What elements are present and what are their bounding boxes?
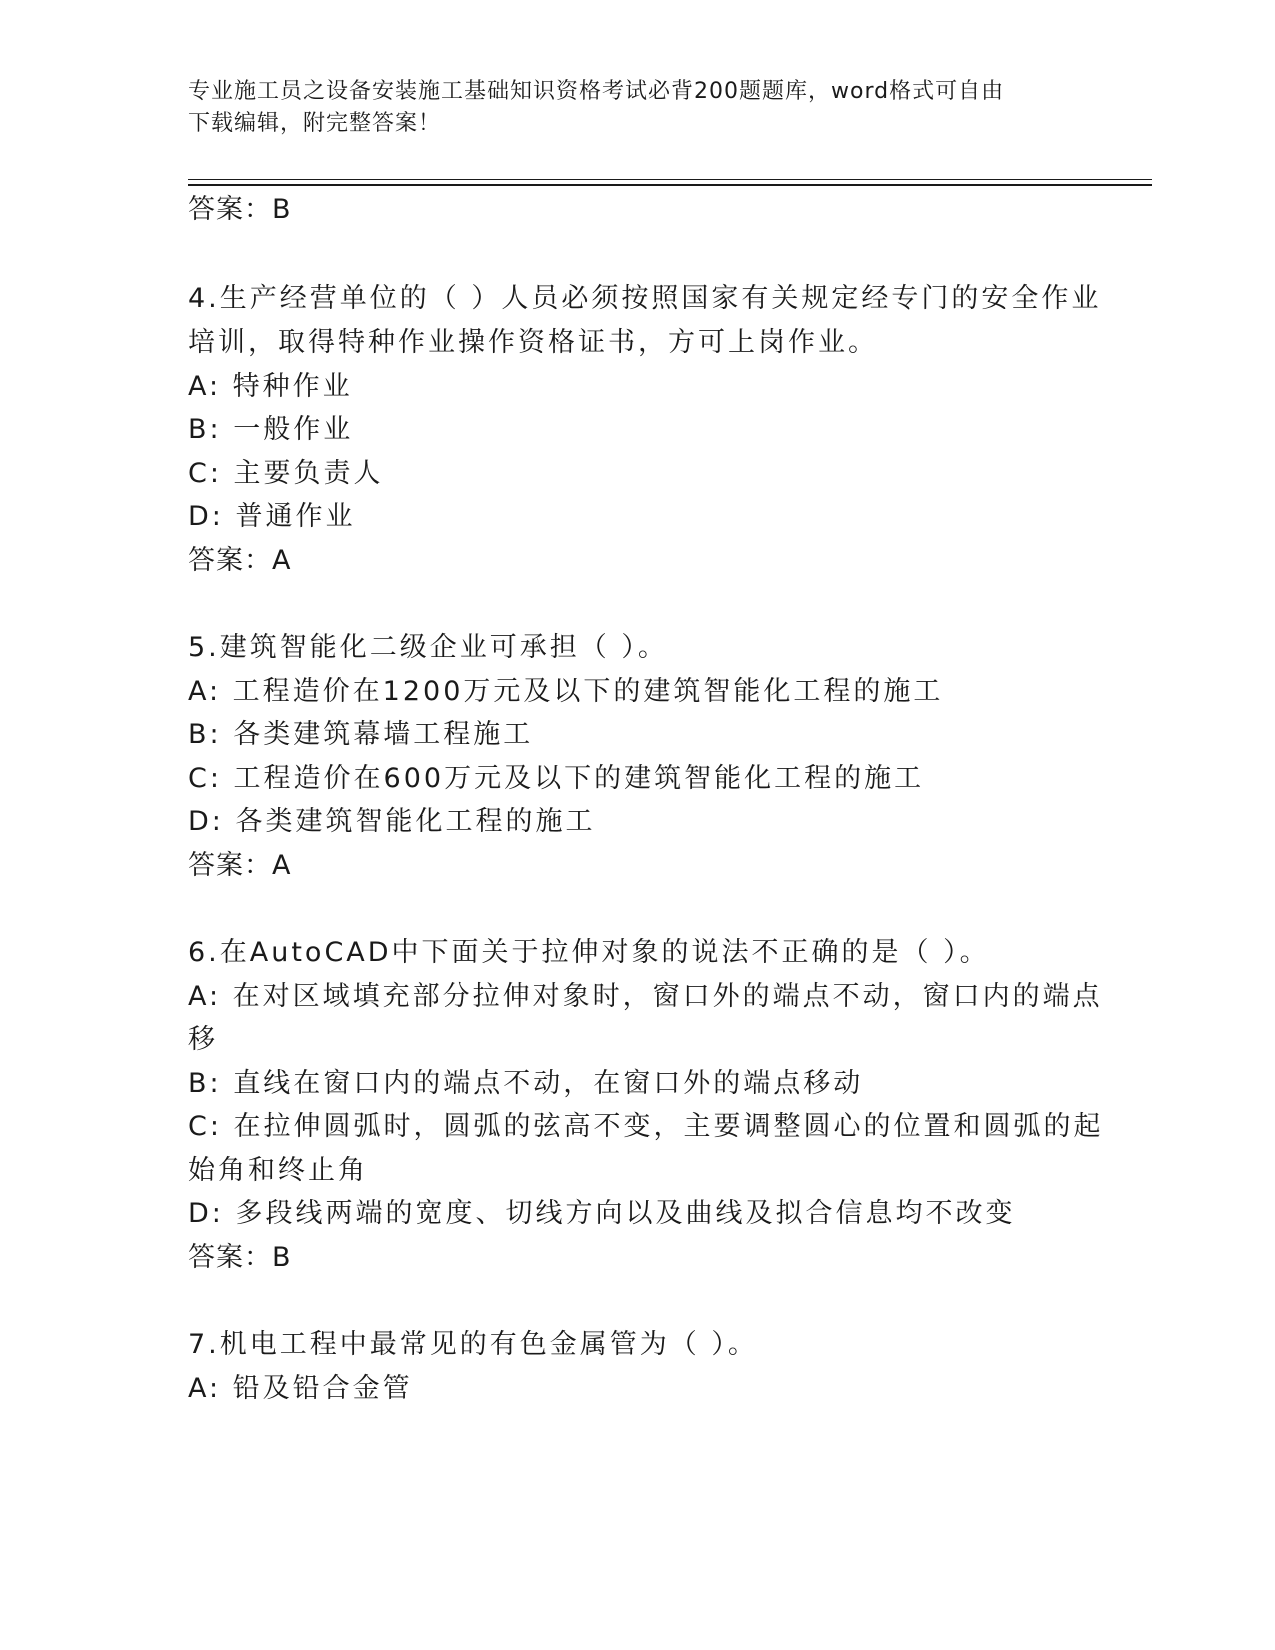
question-6-option-b: B: 直线在窗口内的端点不动，在窗口外的端点移动 bbox=[188, 1068, 864, 1099]
question-6-option-c-line-2: 始角和终止角 bbox=[188, 1155, 368, 1186]
question-6-option-a-line-1: A: 在对区域填充部分拉伸对象时，窗口外的端点不动，窗口内的端点 bbox=[188, 981, 1103, 1012]
question-5-stem: 5.建筑智能化二级企业可承担（ ）。 bbox=[188, 632, 668, 663]
question-6-option-a-line-2: 移 bbox=[188, 1024, 218, 1055]
question-7-option-a: A: 铅及铅合金管 bbox=[188, 1373, 413, 1404]
question-4-option-c: C: 主要负责人 bbox=[188, 458, 384, 489]
answer-q4: 答案：A bbox=[188, 545, 292, 576]
question-5-option-b: B: 各类建筑幕墙工程施工 bbox=[188, 719, 534, 750]
header-rule-thick bbox=[188, 184, 1152, 186]
question-6-option-d: D: 多段线两端的宽度、切线方向以及曲线及拟合信息均不改变 bbox=[188, 1198, 1016, 1229]
question-4-option-d: D: 普通作业 bbox=[188, 501, 356, 532]
header-line-1: 专业施工员之设备安装施工基础知识资格考试必背200题题库，word格式可自由 bbox=[188, 79, 1005, 104]
question-4-stem-line-1: 4.生产经营单位的（ ）人员必须按照国家有关规定经专门的安全作业 bbox=[188, 283, 1102, 314]
question-5-option-c: C: 工程造价在600万元及以下的建筑智能化工程的施工 bbox=[188, 763, 925, 794]
question-6-option-c-line-1: C: 在拉伸圆弧时，圆弧的弦高不变，主要调整圆心的位置和圆弧的起 bbox=[188, 1111, 1104, 1142]
answer-q5: 答案：A bbox=[188, 850, 292, 881]
header-rule-thin bbox=[188, 179, 1152, 180]
question-5-option-a: A: 工程造价在1200万元及以下的建筑智能化工程的施工 bbox=[188, 676, 944, 707]
question-4-option-b: B: 一般作业 bbox=[188, 414, 354, 445]
answer-q6: 答案：B bbox=[188, 1242, 292, 1273]
question-7-stem: 7.机电工程中最常见的有色金属管为（ ）。 bbox=[188, 1329, 758, 1360]
question-4-option-a: A: 特种作业 bbox=[188, 371, 353, 402]
answer-q3: 答案：B bbox=[188, 194, 292, 225]
header-line-2: 下载编辑，附完整答案！ bbox=[188, 111, 442, 136]
question-4-stem-line-2: 培训，取得特种作业操作资格证书，方可上岗作业。 bbox=[188, 327, 878, 358]
question-6-stem: 6.在AutoCAD中下面关于拉伸对象的说法不正确的是（ ）。 bbox=[188, 937, 990, 968]
document-header bbox=[188, 76, 1068, 140]
question-5-option-d: D: 各类建筑智能化工程的施工 bbox=[188, 806, 596, 837]
